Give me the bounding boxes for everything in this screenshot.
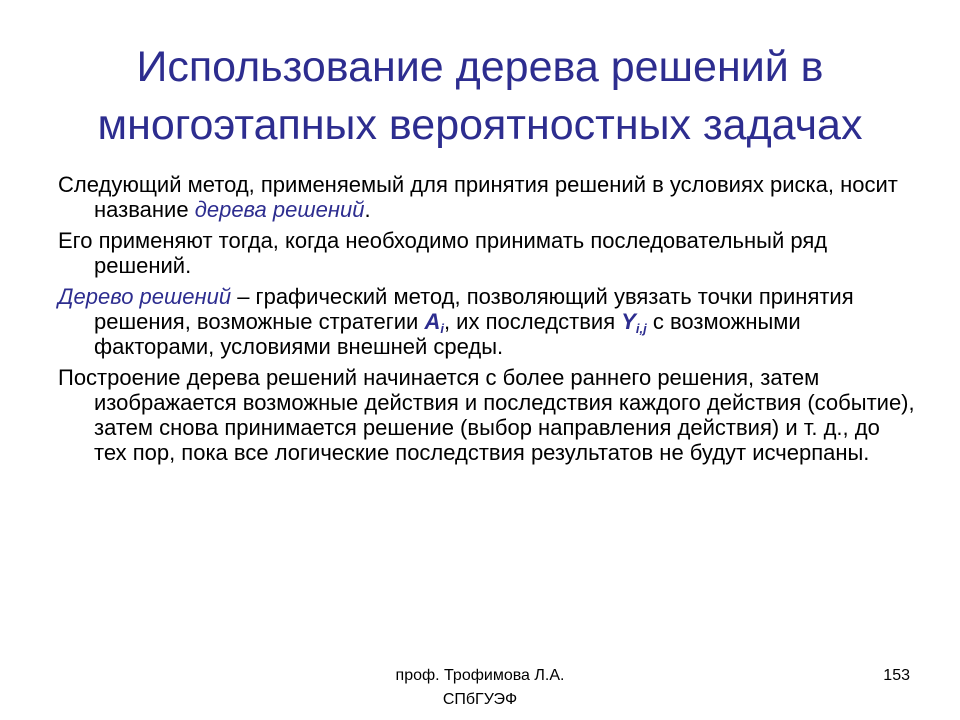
- paragraph-3-mid: , их последствия: [443, 309, 622, 334]
- footer-institution: СПбГУЭФ: [442, 691, 518, 708]
- paragraph-construction: [58, 365, 918, 465]
- paragraph-application: [58, 228, 918, 278]
- slide-title-line-1: Использование дерева решений в: [136, 43, 824, 91]
- paragraph-1-end: .: [364, 197, 371, 222]
- variable-y: [621, 309, 647, 334]
- term-decision-tree: дерева решений: [194, 197, 365, 222]
- slide-title-line-2: многоэтапных вероятностных задачах: [97, 101, 863, 149]
- slide-title: [40, 38, 920, 154]
- paragraph-3-text: – графический метод, позволяющий увязать точки принятия решения, возможные стратегии: [94, 284, 854, 334]
- term-decision-tree-definition: Дерево решений: [58, 284, 232, 309]
- page-number: 153: [883, 667, 910, 684]
- paragraph-definition: [58, 284, 918, 359]
- paragraph-3-end: с возможными факторами, условиями внешней среды.: [94, 309, 801, 359]
- paragraph-2-text: Его применяют тогда, когда необходимо принимать последовательный ряд решений.: [58, 228, 828, 278]
- variable-a-letter: A: [424, 309, 441, 334]
- footer-author: [330, 664, 630, 712]
- footer-author-name: проф. Трофимова Л.А.: [395, 667, 565, 684]
- variable-y-letter: Y: [621, 309, 636, 334]
- variable-y-subscript: i,j: [635, 321, 647, 336]
- slide-body: [58, 172, 918, 471]
- paragraph-decision-tree-intro: [58, 172, 918, 222]
- paragraph-4-text: Построение дерева решений начинается с более раннего решения, затем изображается возможные действия и последствия каждого действия (событие), затем снова принимается решение (выбор направления действия) и т. д., до тех пор, пока все логические последствия результатов не будут исчерпаны.: [58, 365, 915, 465]
- variable-a: [424, 309, 444, 334]
- variable-a-subscript: i: [440, 321, 444, 336]
- paragraph-1-text: Следующий метод, применяемый для принятия решений в условиях риска, носит название: [58, 172, 898, 222]
